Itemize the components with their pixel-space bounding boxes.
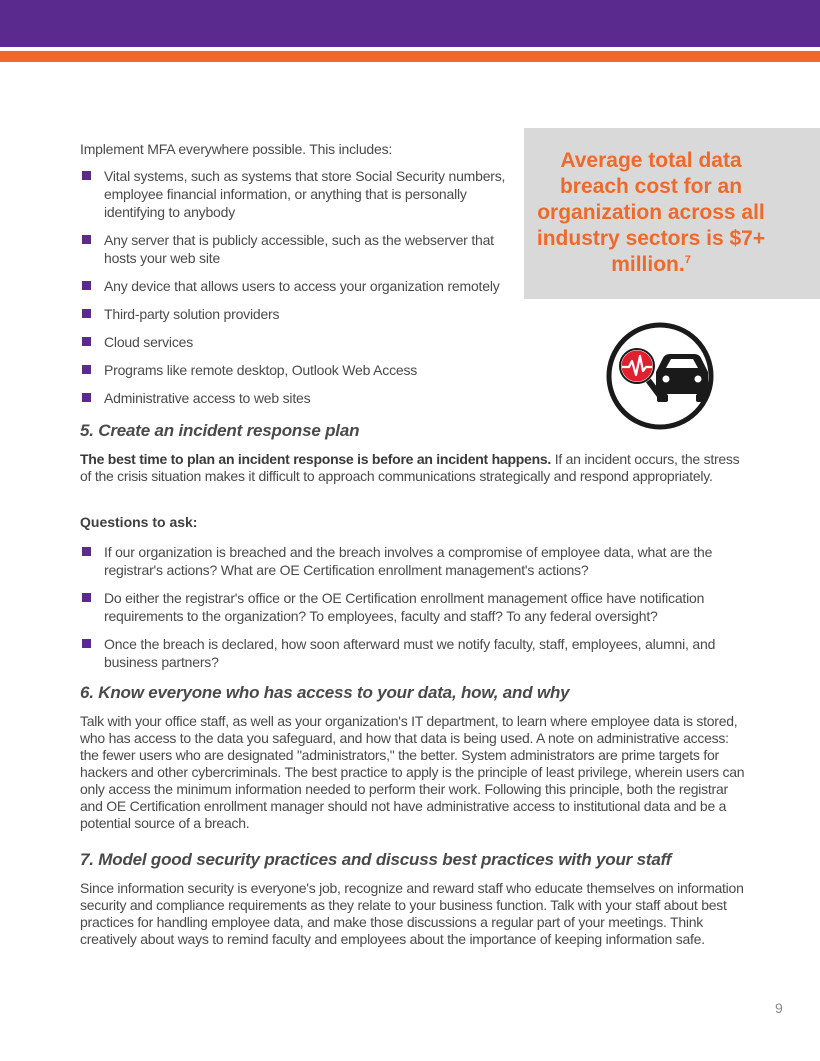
bullet-square-icon xyxy=(82,639,91,648)
questions-label: Questions to ask: xyxy=(80,514,198,530)
bullet-square-icon xyxy=(82,547,91,556)
bullet-square-icon xyxy=(82,281,91,290)
list-item: Vital systems, such as systems that store Social Security numbers, employee financial information, or anything that is personally identifying to anybody xyxy=(80,167,512,221)
footnote-marker: 7 xyxy=(684,254,691,266)
list-item: Any server that is publicly accessible, such as the webserver that hosts your web site xyxy=(80,231,512,267)
section-6-body: Talk with your office staff, as well as your organization's IT department, to learn where employee data is stored, who has access to the data you safeguard, and how that data is being used. A note on administrative access: the fewer users who are designated "administrators," the better. System administrators are prime targets for hackers and other cybercriminals. The best practice to apply is the principle of least privilege, wherein users can only access the minimum information needed to perform their work. Following this principle, both the registrar and OE Certification enrollment manager should not have administrative access to institutional data and be a potential source of a breach. xyxy=(80,713,745,831)
list-item: Once the breach is declared, how soon afterward must we notify faculty, staff, employees, alumni, and business partners? xyxy=(80,635,750,671)
section-7-heading: 7. Model good security practices and discuss best practices with your staff xyxy=(80,850,672,869)
section-5-heading: 5. Create an incident response plan xyxy=(80,421,360,440)
section-7-body: Since information security is everyone's job, recognize and reward staff who educate themselves on information security and compliance requirements as they relate to your business function. Talk with your staff about best practices for handling employee data, and make those discussions a regular part of your meetings. Think creatively about ways to remind faculty and employees about the importance of keeping information safe. xyxy=(80,880,744,947)
list-item: Any device that allows users to access your organization remotely xyxy=(80,277,512,295)
mfa-intro: Implement MFA everywhere possible. This includes: xyxy=(80,141,393,157)
questions-list xyxy=(80,543,750,671)
section-5-lead xyxy=(80,451,740,485)
bullet-square-icon xyxy=(82,337,91,346)
section-5-lead-text: If an incident occurs, the stress of the crisis situation makes it difficult to approach communications strategically and respond appropriately. xyxy=(80,451,740,484)
bullet-square-icon xyxy=(82,171,91,180)
page-number: 9 xyxy=(775,1000,783,1016)
stat-callout-box xyxy=(524,128,820,299)
bullet-square-icon xyxy=(82,235,91,244)
list-item: Third-party solution providers xyxy=(80,305,512,323)
bullet-square-icon xyxy=(82,309,91,318)
header-orange-stripe xyxy=(0,51,820,62)
bullet-square-icon xyxy=(82,365,91,374)
section-5-lead-bold: The best time to plan an incident response is before an incident happens. xyxy=(80,451,552,467)
section-6-heading: 6. Know everyone who has access to your data, how, and why xyxy=(80,683,570,702)
data-breach-car-icon xyxy=(600,320,722,432)
stat-callout-text: Average total data breach cost for an organization across all industry sectors is $7+ million.$^7$ xyxy=(536,149,766,276)
list-item: Programs like remote desktop, Outlook Web Access xyxy=(80,361,512,379)
mfa-list xyxy=(80,167,512,407)
bullet-square-icon xyxy=(82,593,91,602)
list-item: Do either the registrar's office or the OE Certification enrollment management office have notification requirements to the organization? To employees, faculty and staff? To any federal oversight? xyxy=(80,589,750,625)
list-item: Cloud services xyxy=(80,333,512,351)
list-item: Administrative access to web sites xyxy=(80,389,512,407)
header-purple-band xyxy=(0,0,820,47)
bullet-square-icon xyxy=(82,393,91,402)
list-item: If our organization is breached and the breach involves a compromise of employee data, what are the registrar's actions? What are OE Certification enrollment management's actions? xyxy=(80,543,750,579)
